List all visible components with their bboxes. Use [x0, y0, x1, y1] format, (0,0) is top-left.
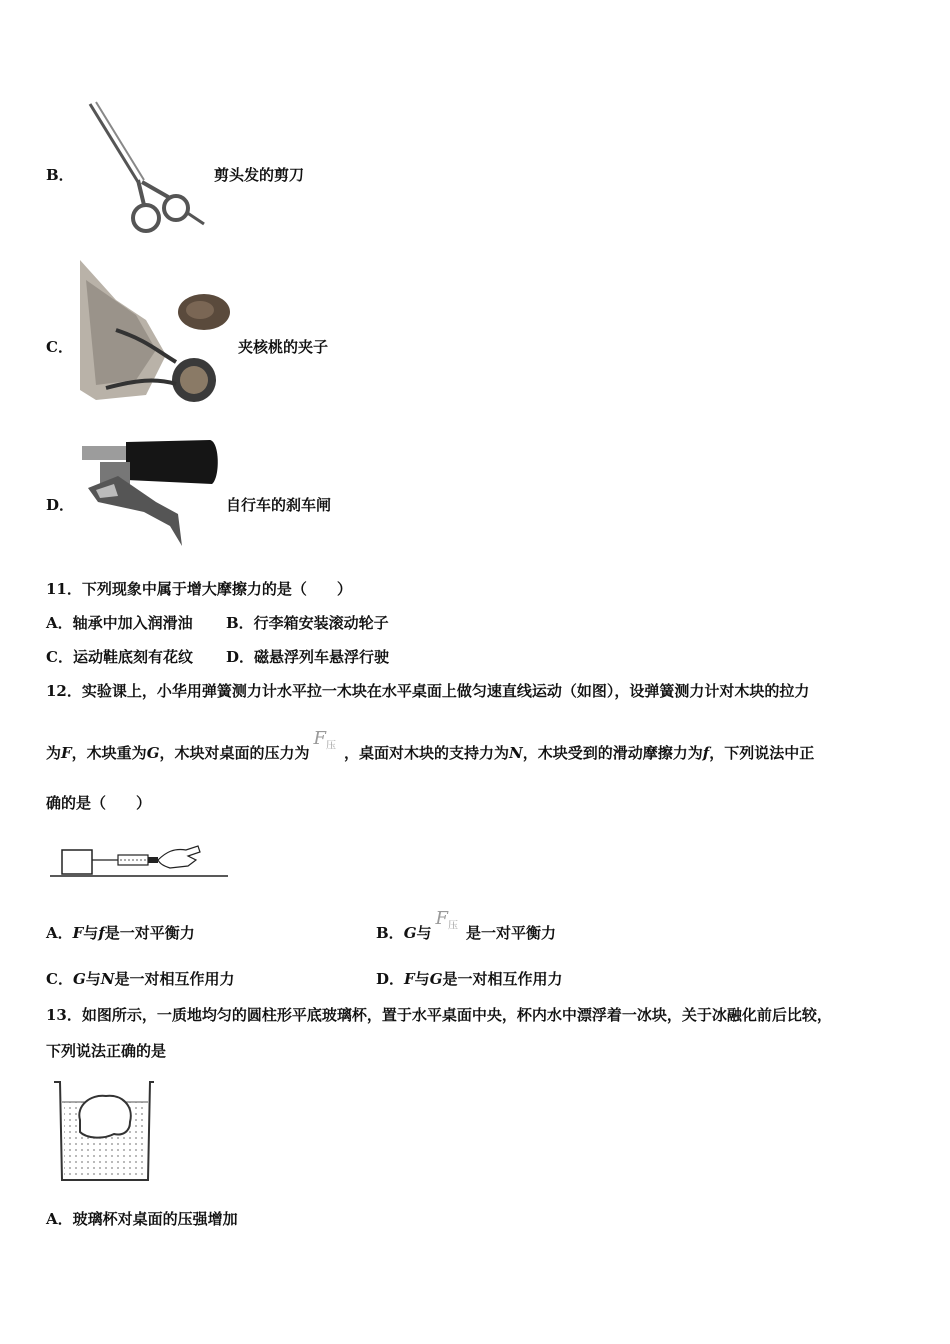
var-G: G [146, 744, 160, 762]
option-d-caption: 自行车的刹车闸 [226, 496, 332, 514]
var-F: F [61, 744, 72, 762]
q11-stem: 11．下列现象中属于增大摩擦力的是（ ） [46, 580, 352, 598]
var-N: N [509, 744, 523, 762]
option-b-caption: 剪头发的剪刀 [214, 166, 305, 184]
scissors-image [82, 100, 212, 240]
option-c-letter: C． [46, 338, 73, 356]
q13-line2: 下列说法正确的是 [46, 1042, 167, 1060]
bicycle-brake-image [78, 436, 223, 551]
option-c-caption: 夹核桃的夹子 [238, 338, 329, 356]
q12-text: 为 [46, 744, 62, 762]
q12-line3: 确的是（ ） [46, 794, 152, 812]
q11-option-d: D．磁悬浮列车悬浮行驶 [226, 648, 390, 666]
q12-line2 [46, 728, 815, 766]
q13-option-a: A．玻璃杯对桌面的压强增加 [46, 1210, 238, 1228]
q12-option-d: D．F与G是一对相互作用力 [376, 970, 563, 988]
q12-line1: 12．实验课上，小华用弹簧测力计水平拉一木块在水平桌面上做匀速直线运动（如图），设弹簧测力计对木块的拉力 [46, 682, 810, 700]
q11-option-b: B．行李箱安装滚动轮子 [226, 614, 389, 632]
var-f: f [702, 744, 710, 762]
q12-option-b: B．G与$F_压$ 是一对平衡力 [376, 908, 557, 942]
var-F-press: $F_压$ [313, 728, 337, 752]
nutcracker-image [76, 260, 236, 405]
q11-option-c: C．运动鞋底刻有花纹 [46, 648, 193, 666]
q12-text: ，木块对桌面的压力为 [159, 744, 310, 762]
option-b-letter: B． [46, 166, 74, 184]
q12-option-a: A．F与f是一对平衡力 [46, 924, 195, 942]
q12-text: ，下列说法中正 [709, 744, 815, 762]
glass-ice-diagram [50, 1076, 154, 1186]
spring-scale-diagram [48, 838, 230, 882]
var-F-press: $F_压$ [435, 908, 459, 932]
option-d-letter: D． [46, 496, 75, 514]
q12-text: ，桌面对木块的支持力为 [344, 744, 510, 762]
q12-text: ，木块重为 [71, 744, 147, 762]
q11-option-a: A．轴承中加入润滑油 [46, 614, 193, 632]
q13-line1: 13．如图所示，一质地均匀的圆柱形平底玻璃杯，置于水平桌面中央，杯内水中漂浮着一冰块，关于冰融化前后比较， [46, 1006, 832, 1024]
q12-option-c: C．G与N是一对相互作用力 [46, 970, 235, 988]
q12-text: ，木块受到的滑动摩擦力为 [522, 744, 703, 762]
